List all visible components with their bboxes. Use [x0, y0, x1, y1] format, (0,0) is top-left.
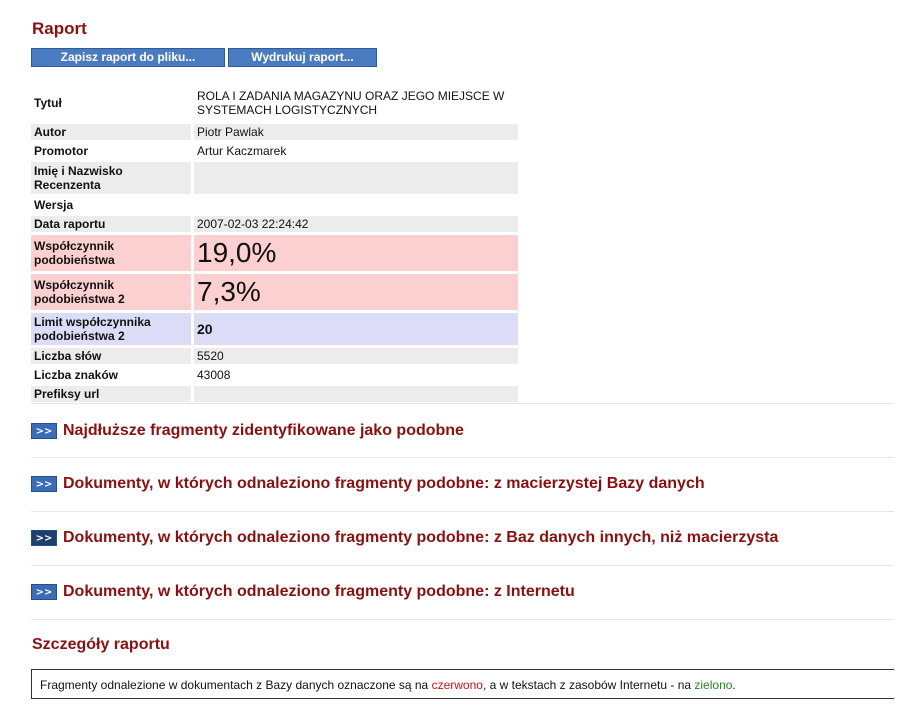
- section-title[interactable]: Dokumenty, w których odnaleziono fragmenty podobne: z Baz danych innych, niż macierzysta: [63, 529, 779, 546]
- word-count-value: 5520: [191, 348, 518, 364]
- char-count-label: Liczba znaków: [31, 367, 191, 383]
- similarity-coef2-label: Współczynnik podobieństwa 2: [31, 274, 191, 310]
- divider: [31, 403, 894, 404]
- save-report-button[interactable]: Zapisz raport do pliku...: [31, 48, 225, 67]
- section-title[interactable]: Najdłuższe fragmenty zidentyfikowane jako podobne: [63, 422, 464, 439]
- limit-coef-label: Limit współczynnika podobieństwa 2: [31, 313, 191, 345]
- expand-arrow-icon[interactable]: >>: [31, 530, 57, 546]
- promotor-label: Promotor: [31, 143, 191, 159]
- section-other-databases[interactable]: [31, 528, 778, 548]
- report-date-value: 2007-02-03 22:24:42: [191, 216, 518, 232]
- legend-text-middle: , a w tekstach z zasobów Internetu - na: [482, 678, 695, 692]
- section-internet[interactable]: [31, 582, 575, 602]
- url-prefix-label: Prefiksy url: [31, 386, 191, 402]
- section-longest-fragments[interactable]: [31, 421, 464, 441]
- promotor-value: Artur Kaczmarek: [191, 143, 518, 159]
- report-info-table: [31, 82, 518, 405]
- print-report-button[interactable]: Wydrukuj raport...: [228, 48, 377, 67]
- expand-arrow-icon[interactable]: >>: [31, 584, 57, 600]
- divider: [31, 511, 894, 512]
- divider: [31, 457, 894, 458]
- section-title[interactable]: Dokumenty, w których odnaleziono fragmenty podobne: z Internetu: [63, 583, 575, 600]
- expand-arrow-icon[interactable]: >>: [31, 476, 57, 492]
- page-title: Raport: [32, 19, 87, 38]
- section-home-database[interactable]: [31, 474, 705, 494]
- legend-green-word: zielono: [694, 678, 733, 692]
- version-value: [191, 197, 518, 213]
- details-heading: Szczegóły raportu: [32, 636, 170, 653]
- reviewer-value: [191, 162, 518, 194]
- section-title[interactable]: Dokumenty, w których odnaleziono fragmenty podobne: z macierzystej Bazy danych: [63, 475, 705, 492]
- title-value: ROLA I ZADANIA MAGAZYNU ORAZ JEGO MIEJSCE W SYSTEMACH LOGISTYCZNYCH: [191, 85, 518, 121]
- similarity-coef-label: Współczynnik podobieństwa: [31, 235, 191, 271]
- similarity-coef2-value: 7,3%: [191, 274, 518, 310]
- similarity-coef-value: 19,0%: [191, 235, 518, 271]
- author-value: Piotr Pawlak: [191, 124, 518, 140]
- report-date-label: Data raportu: [31, 216, 191, 232]
- limit-coef-value: 20: [191, 313, 518, 345]
- divider: [31, 619, 894, 620]
- version-label: Wersja: [31, 197, 191, 213]
- divider: [31, 565, 894, 566]
- url-prefix-value: [191, 386, 518, 402]
- author-label: Autor: [31, 124, 191, 140]
- word-count-label: Liczba słów: [31, 348, 191, 364]
- reviewer-label: Imię i Nazwisko Recenzenta: [31, 162, 191, 194]
- details-legend-box: [31, 669, 894, 699]
- expand-arrow-icon[interactable]: >>: [31, 423, 57, 439]
- legend-text-before: Fragmenty odnalezione w dokumentach z Bazy danych oznaczone są na: [40, 678, 432, 692]
- title-label: Tytuł: [31, 85, 191, 121]
- char-count-value: 43008: [191, 367, 518, 383]
- legend-red-word: czerwono: [431, 678, 483, 692]
- legend-text-after: .: [732, 678, 736, 692]
